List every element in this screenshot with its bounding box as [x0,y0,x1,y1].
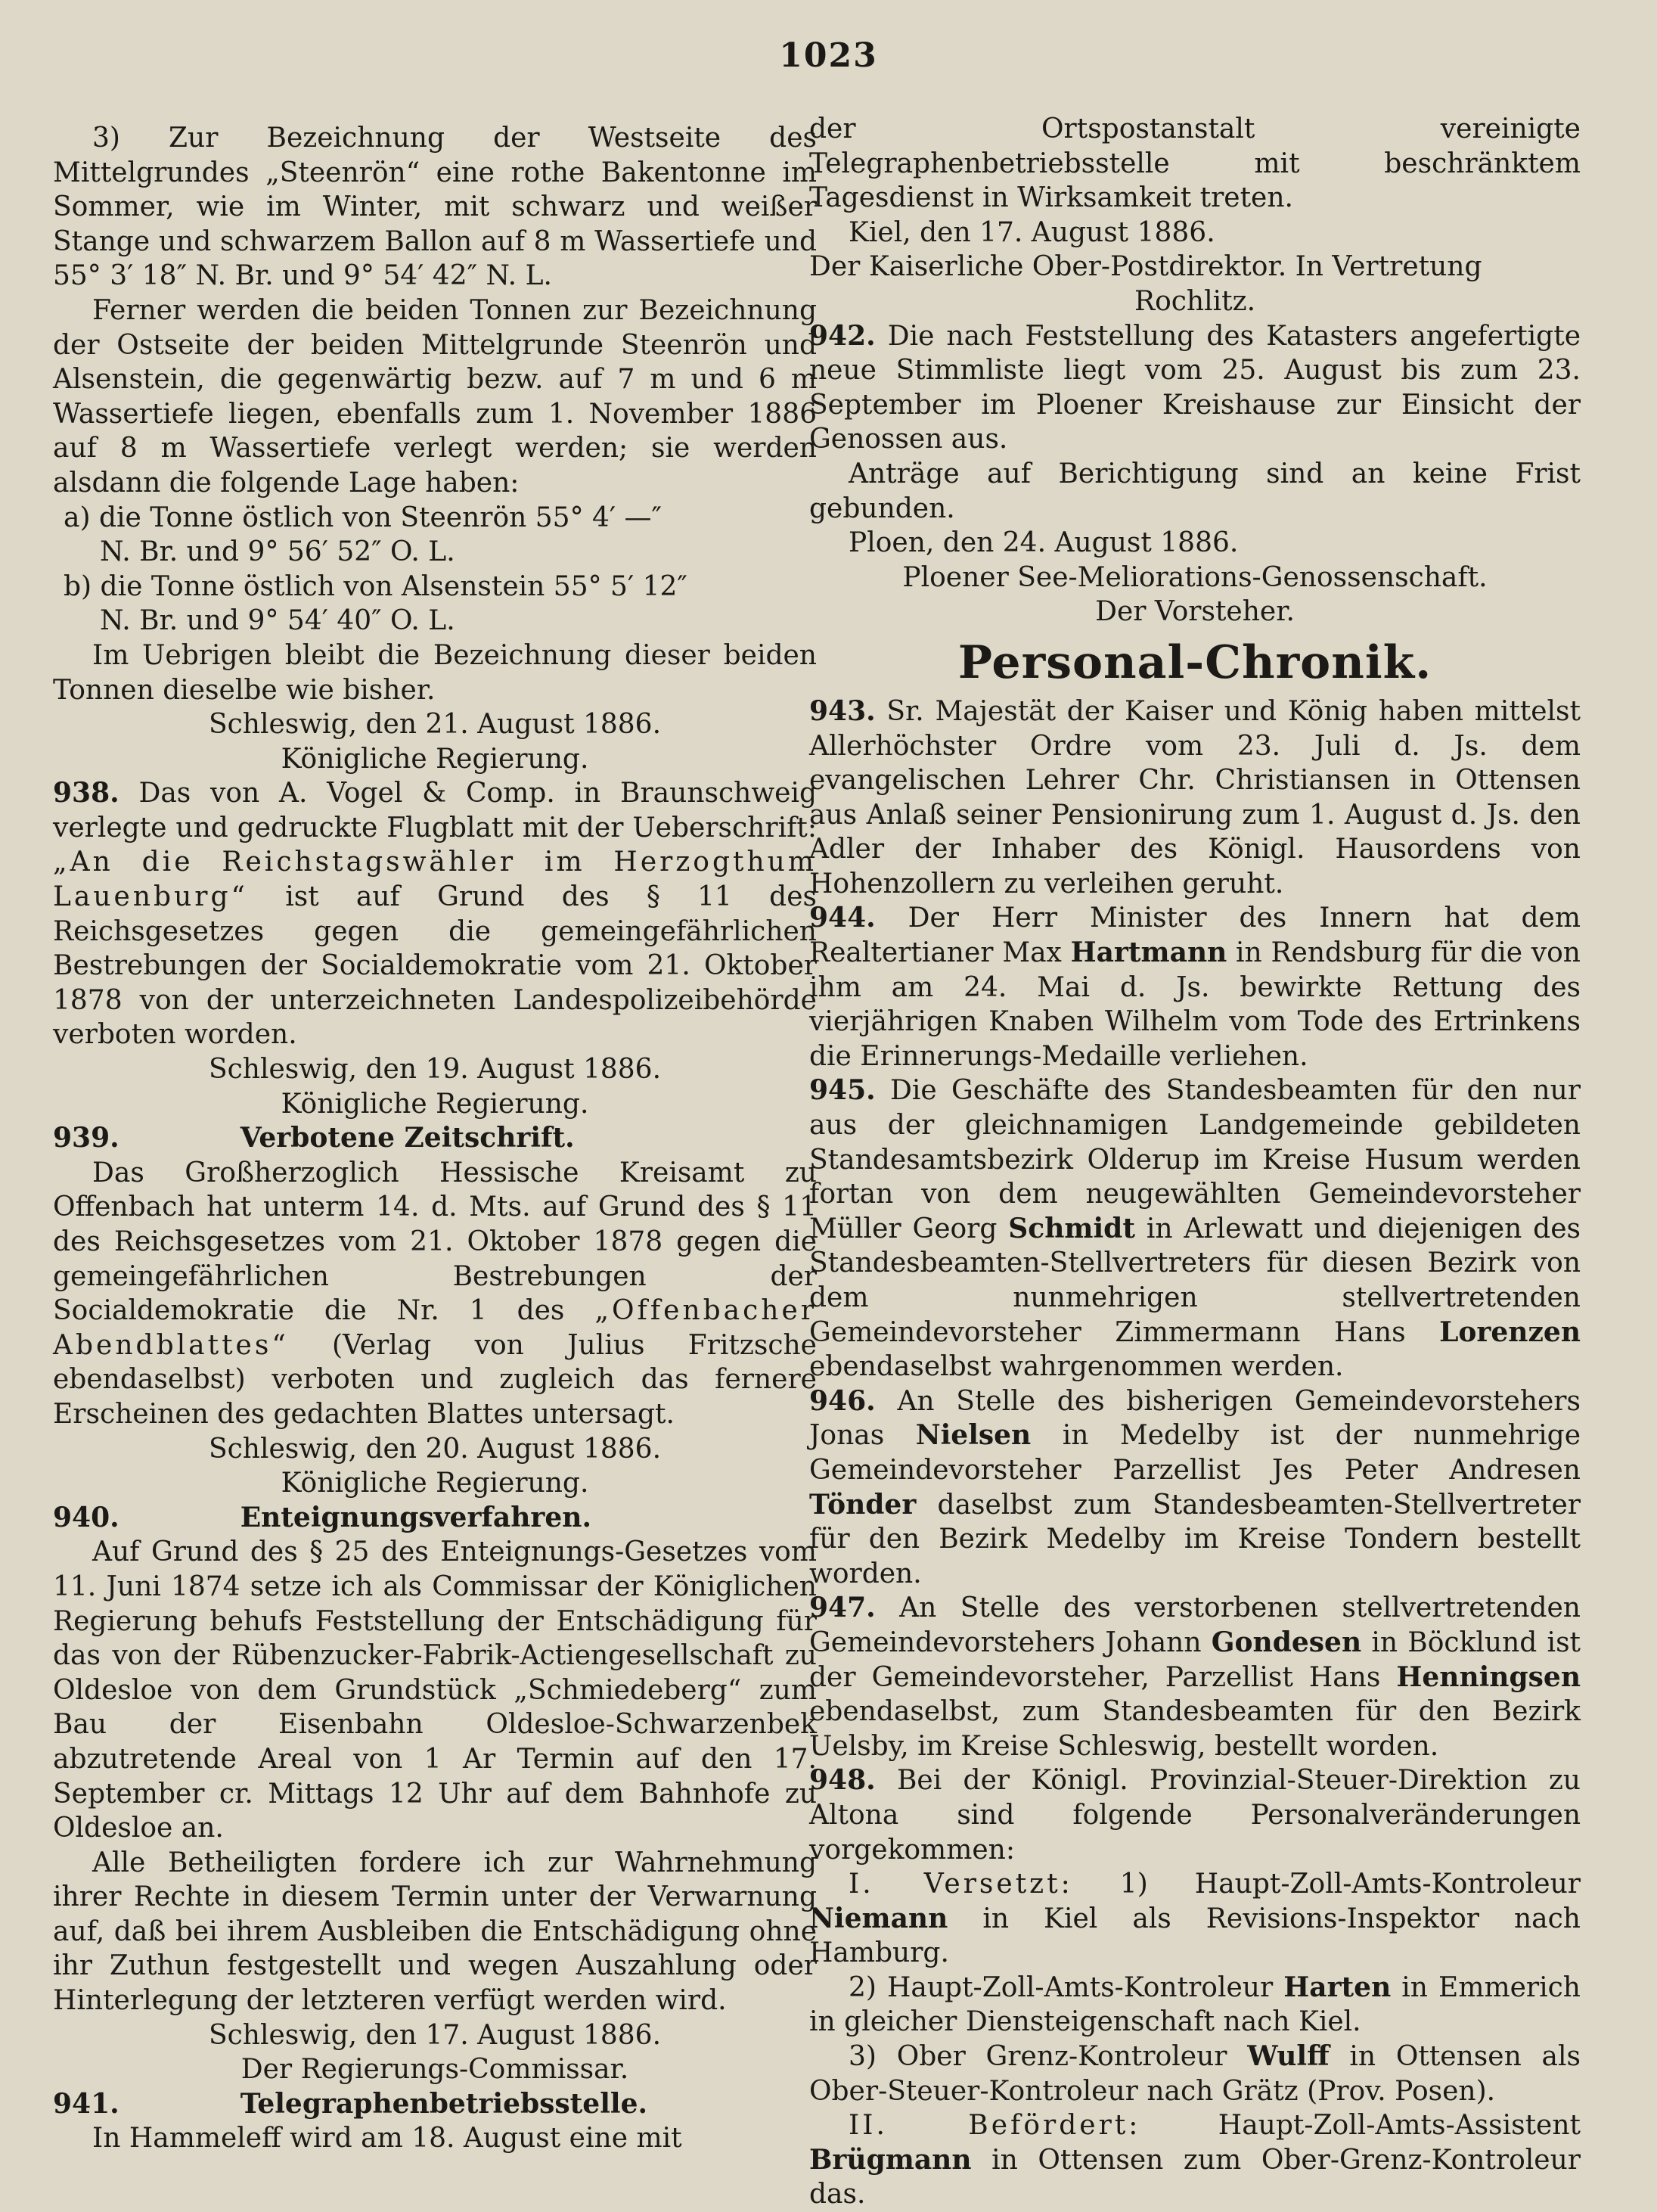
entry-number: 943. [809,694,876,727]
entry-945 [809,1073,1581,1384]
list-item-text: N. Br. und 9° 54′ 40″ O. L. [100,605,455,637]
entry-text: ebendaselbst, zum Standesbeamten für den Bezirk Uelsby, im Kreise Schleswig, bestellt worden. [809,1696,1581,1762]
entry-number: 948. [809,1764,876,1797]
signature-date: Kiel, den 17. August 1886. [849,216,1215,248]
signature-authority: Der Kaiserliche Ober-Postdirektor. In Vertretung [809,251,1482,283]
entry-940: Auf Grund des § 25 des Enteignungs-Gesetzes vom 11. Juni 1874 setze ich als Commissar der Königlichen Regierung behufs Feststellung der Entschädigung für das von der Rübenzucker-Fabrik-Actiengesellschaft zu Oldesloe von dem Grundstück „Schmiedeberg“ zum Bau der Eisenbahn Oldesloe-Schwarzenbek abzutretende Areal von 1 Ar Termin auf den 17. September cr. Mittags 12 Uhr auf dem Bahnhofe zu Oldesloe an. [53,1536,817,1844]
entry-940-heading [53,1501,817,1536]
entry-text: daselbst zum Standesbeamten-Stellvertreter für den Bezirk Medelby im Kreise Tondern bestellt worden. [809,1489,1581,1589]
entry-941-heading [53,2087,817,2122]
entry-text: 1) Haupt-Zoll-Amts-Kontroleur [1119,1869,1581,1900]
person-name: Lorenzen [1439,1316,1581,1348]
signature-authority: Ploener See-Meliorations-Genossenschaft. [902,561,1488,593]
entry-quote: „An die Reichstagswähler im Herzogthum Lauenburg“ [53,847,817,913]
entry-text: 2) Haupt-Zoll-Amts-Kontroleur [849,1971,1274,2003]
person-name: Nielsen [915,1419,1032,1452]
entry-number: 939. [53,1122,119,1154]
paragraph: Ferner werden die beiden Tonnen zur Bezeichnung der Ostseite der beiden Mittelgrunde Steenrön und Alsenstein, die gegenwärtig bezw. auf 7 m und 6 m Wassertiefe liegen, ebenfalls zum 1. November 1886 auf 8 m Wassertiefe verlegt werden; sie werden alsdann die folgende Lage haben: [53,294,817,499]
entry-number: 938. [53,777,119,809]
entry-text: Der Herr Minister des Innern hat dem Realtertianer Max [809,903,1581,969]
signature-authority: Königliche Regierung. [281,1468,589,1499]
paragraph: der Ortspostanstalt vereinigte Telegraphenbetriebsstelle mit beschränktem Tagesdienst in Wirksamkeit treten. [809,113,1581,214]
entry-number: 946. [809,1384,876,1417]
person-name: Gondesen [1211,1626,1362,1658]
entry-text: ebendaselbst wahrgenommen werden. [809,1351,1344,1383]
entry-941: In Hammeleff wird am 18. August eine mit [92,2123,682,2155]
entry-number: 947. [809,1592,876,1624]
entry-text: 3) Ober Grenz-Kontroleur [849,2041,1227,2073]
entry-text: Die Geschäfte des Standesbeamten für den nur aus der gleichnamigen Landgemeinde gebildeten Standesamtsbezirk Olderup im Kreise Husum werden fortan von dem neugewählten Gemeindevorsteher Müller Georg [809,1075,1581,1244]
list-item-text: N. Br. und 9° 56′ 52″ O. L. [100,536,455,568]
entry-text: Das von A. Vogel & Comp. in Braunschweig verlegte und gedruckte Flugblatt mit der Ueberschrift: [53,778,817,843]
person-name: Brügmann [809,2143,972,2176]
entry-938 [53,776,817,1052]
list-item-text: a) die Tonne östlich von Steenrön 55° 4′ —″ [64,502,662,533]
entry-text: Bei der Königl. Provinzial-Steuer-Direktion zu Altona sind folgende Personalveränderungen vorgekommen: [809,1765,1581,1866]
page-number: 1023 [779,36,878,75]
entry-947 [809,1591,1581,1763]
entry-text: ist auf Grund des § 11 des Reichsgesetzes gegen die gemeingefährlichen Bestrebungen der Socialdemokratie vom 21. Oktober 1878 von der unterzeichneten Landespolizeibehörde verboten worden. [53,881,817,1051]
entry-939 [53,1156,817,1432]
entry-text: in Medelby ist der nunmehrige Gemeindevorsteher Parzellist Jes Peter Andresen [809,1420,1581,1486]
entry-text: Die nach Feststellung des Katasters angefertigte neue Stimmliste liegt vom 25. August bis zum 23. September im Ploener Kreishause zur Einsicht der Genossen aus. [809,320,1581,455]
entry-text: (Verlag von Julius Fritzsche ebendaselbst) verboten und zugleich das fernere Erscheinen des gedachten Blattes untersagt. [53,1329,817,1430]
person-name: Niemann [809,1902,948,1934]
person-name: Harten [1283,1971,1392,2003]
entry-text: Das Großherzoglich Hessische Kreisamt zu Offenbach hat unterm 14. d. Mts. auf Grund des § 11 des Reichsgesetzes vom 21. Oktober 1878 gegen die gemeingefährlichen Bestrebungen der Socialdemokratie die Nr. 1 des [53,1157,817,1327]
entry-text: An Stelle des verstorbenen stellvertretenden Gemeindevorstehers Johann [809,1592,1581,1658]
signature-date: Ploen, den 24. August 1886. [849,527,1239,559]
entry-number: 945. [809,1074,876,1107]
entry-text: in Ottensen zum Ober-Grenz-Kontroleur das. [809,2144,1581,2210]
list-item [809,1971,1581,2040]
entry-942 [809,319,1581,457]
entry-text: in Ottensen als Ober-Steuer-Kontroleur nach Grätz (Prov. Posen). [809,2041,1581,2107]
paragraph: Anträge auf Berichtigung sind an keine Frist gebunden. [809,458,1581,524]
entry-text: in Böcklund ist der Gemeindevorsteher, Parzellist Hans [809,1626,1581,1693]
person-name: Wulff [1247,2040,1330,2073]
signature-authority: Der Regierungs-Commissar. [240,2054,629,2086]
section-heading: Telegraphenbetriebsstelle. [240,2087,647,2120]
entry-946 [809,1384,1581,1592]
person-name: Henningsen [1396,1661,1581,1693]
entry-text: Sr. Majestät der Kaiser und König haben mittelst Allerhöchster Ordre vom 23. Juli d. Js. dem evangelischen Lehrer Chr. Christiansen in Ottensen aus Anlaß seiner Pensionirung zum 1. August d. Js. den Adler der Inhaber des Königl. Hausordens von Hohenzollern zu verleihen geruht. [809,695,1581,899]
left-column [53,121,817,2156]
signature-authority: Königliche Regierung. [281,1088,589,1120]
list-item [809,2108,1581,2212]
signature-name: Rochlitz. [1134,285,1256,317]
entry-text: An Stelle des bisherigen Gemeindevorstehers Jonas [809,1385,1581,1452]
section-heading: Enteignungsverfahren. [240,1501,591,1533]
entry-number: 941. [53,2087,119,2120]
signature-date: Schleswig, den 21. August 1886. [208,709,662,741]
list-item [53,501,817,570]
list-label: II. Befördert: [849,2110,1141,2142]
entry-text: in Kiel als Revisions-Inspektor nach Hamburg. [809,1903,1581,1969]
signature-date: Schleswig, den 19. August 1886. [208,1054,662,1086]
signature-authority: Königliche Regierung. [281,743,589,775]
entry-number: 940. [53,1501,119,1533]
list-item [53,570,817,638]
entry-939-heading [53,1121,817,1156]
entry-948 [809,1763,1581,1867]
person-name: Schmidt [1008,1212,1135,1244]
entry-text: Haupt-Zoll-Amts-Assistent [1218,2110,1581,2142]
entry-944 [809,901,1581,1073]
entry-text: in Arlewatt und diejenigen des Standesbeamten-Stellvertreters für diesen Bezirk von dem nunmehrigen stellvertretenden Gemeindevorsteher Zimmermann Hans [809,1213,1581,1348]
entry-number: 944. [809,902,876,934]
list-label: I. Versetzt: [849,1869,1073,1900]
section-title: Personal-Chronik. [957,635,1432,689]
signature-name: Der Vorsteher. [1095,596,1295,628]
paragraph: Alle Betheiligten fordere ich zur Wahrnehmung ihrer Rechte in diesem Termin unter der Verwarnung auf, daß bei ihrem Ausbleiben die Entschädigung ohne ihr Zuthun festgestellt und wegen Auszahlung oder Hinterlegung der letzteren verfügt werden wird. [53,1847,817,2017]
entry-text: in Emmerich in gleicher Diensteigenschaft nach Kiel. [809,1971,1581,2038]
paragraph: 3) Zur Bezeichnung der Westseite des Mittelgrundes „Steenrön“ eine rothe Bakentonne im Sommer, wie im Winter, mit schwarz und weißer Stange und schwarzem Ballon auf 8 m Wassertiefe und 55° 3′ 18″ N. Br. und 9° 54′ 42″ N. L. [53,123,817,292]
signature-date: Schleswig, den 17. August 1886. [208,2019,662,2051]
paragraph: Im Uebrigen bleibt die Bezeichnung dieser beiden Tonnen dieselbe wie bisher. [53,639,817,706]
entry-quote: „Offenbacher Abendblattes“ [53,1295,817,1361]
signature-date: Schleswig, den 20. August 1886. [208,1433,662,1465]
person-name: Tönder [809,1488,917,1521]
entry-943 [809,694,1581,902]
section-heading: Verbotene Zeitschrift. [240,1122,575,1154]
person-name: Hartmann [1070,937,1227,969]
entry-number: 942. [809,319,876,352]
list-item [809,1867,1581,1971]
list-item [809,2040,1581,2108]
right-column [809,112,1581,2212]
list-item-text: b) die Tonne östlich von Alsenstein 55° 5′ 12″ [64,570,687,602]
entry-text: in Rendsburg für die von ihm am 24. Mai d. Js. bewirkte Rettung des vierjährigen Knaben Wilhelm vom Tode des Ertrinkens die Erinnerungs-Medaille verliehen. [809,937,1581,1072]
